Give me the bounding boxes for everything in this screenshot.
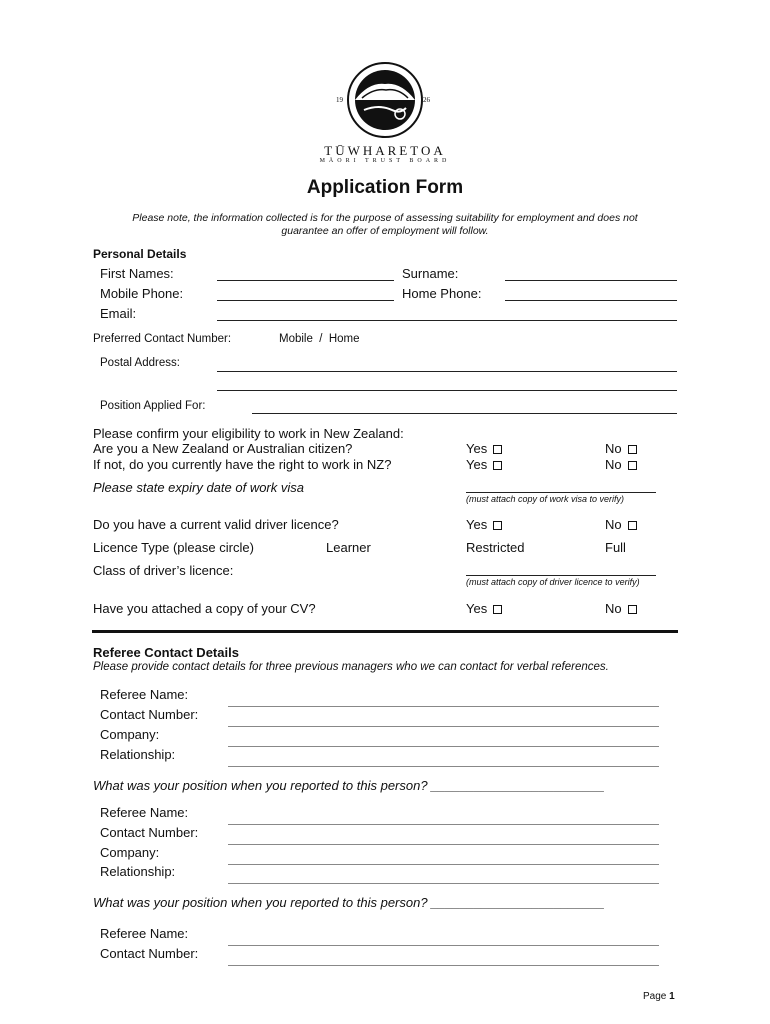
licence-class-field[interactable] (466, 575, 656, 576)
right-to-work-no-label: No (605, 457, 622, 472)
referee-2-name-field[interactable] (228, 824, 659, 825)
checkbox-icon[interactable] (628, 605, 637, 614)
referee-heading: Referee Contact Details (93, 645, 239, 660)
checkbox-icon[interactable] (628, 445, 637, 454)
checkbox-icon[interactable] (493, 605, 502, 614)
email-field[interactable] (217, 320, 677, 321)
referee-2-relationship-field[interactable] (228, 883, 659, 884)
page-label: Page (643, 991, 667, 1002)
visa-expiry-field[interactable] (466, 492, 656, 493)
eligibility-intro: Please confirm your eligibility to work in New Zealand: (93, 426, 404, 441)
licence-question: Do you have a current valid driver licence? (93, 517, 339, 532)
surname-field[interactable] (505, 280, 677, 281)
licence-no-label: No (605, 517, 622, 532)
mobile-phone-field[interactable] (217, 300, 394, 301)
email-label: Email: (100, 306, 137, 321)
note-line-1: Please note, the information collected is for the purpose of assessing suitability for employment and does not (132, 212, 638, 224)
postal-address-field-1[interactable] (217, 371, 677, 372)
logo-subtitle: MĀORI TRUST BOARD (319, 158, 451, 164)
referee-instructions: Please provide contact details for three previous managers who we can contact for verbal references. (93, 661, 609, 673)
visa-expiry-label: Please state expiry date of work visa (93, 480, 304, 495)
licence-type-learner[interactable]: Learner (326, 540, 371, 555)
mobile-phone-label: Mobile Phone: (100, 286, 184, 301)
licence-class-note: (must attach copy of driver licence to verify) (466, 577, 640, 587)
referee-1-company-label: Company: (100, 727, 160, 742)
cv-no-label: No (605, 601, 622, 616)
first-names-field[interactable] (217, 280, 394, 281)
postal-address-label: Postal Address: (100, 357, 180, 369)
logo-year-right: 26 (423, 96, 430, 104)
page-title: Application Form (306, 177, 464, 198)
page-number-value: 1 (669, 991, 675, 1002)
referee-3-contact-label: Contact Number: (100, 946, 199, 961)
checkbox-icon[interactable] (493, 521, 502, 530)
referee-1-position-question[interactable]: What was your position when you reported to this person? ________________________ (93, 778, 605, 793)
cv-question: Have you attached a copy of your CV? (93, 601, 316, 616)
preferred-contact-options[interactable]: Mobile / Home (279, 333, 360, 345)
referee-3-name-field[interactable] (228, 945, 659, 946)
licence-type-restricted[interactable]: Restricted (466, 540, 525, 555)
right-to-work-yes[interactable] (466, 457, 502, 472)
citizen-no[interactable] (605, 441, 637, 456)
licence-no[interactable] (605, 517, 637, 532)
preferred-contact-label: Preferred Contact Number: (93, 333, 232, 345)
position-applied-label: Position Applied For: (100, 400, 206, 412)
right-to-work-yes-label: Yes (466, 457, 488, 472)
referee-3-name-label: Referee Name: (100, 926, 189, 941)
referee-2-position-question[interactable]: What was your position when you reported to this person? ________________________ (93, 895, 605, 910)
referee-2-name-label: Referee Name: (100, 805, 189, 820)
citizen-question: Are you a New Zealand or Australian citizen? (93, 441, 353, 456)
logo-name: TŪWHARETOA (324, 143, 446, 158)
visa-note: (must attach copy of work visa to verify) (466, 494, 625, 504)
licence-type-full[interactable]: Full (605, 540, 626, 555)
checkbox-icon[interactable] (628, 461, 637, 470)
licence-yes-label: Yes (466, 517, 488, 532)
citizen-no-label: No (605, 441, 622, 456)
first-names-label: First Names: (100, 266, 174, 281)
checkbox-icon[interactable] (628, 521, 637, 530)
cv-yes-label: Yes (466, 601, 488, 616)
referee-2-contact-field[interactable] (228, 844, 659, 845)
cv-yes[interactable] (466, 601, 502, 616)
referee-1-contact-label: Contact Number: (100, 707, 199, 722)
referee-3-contact-field[interactable] (228, 965, 659, 966)
checkbox-icon[interactable] (493, 461, 502, 470)
surname-label: Surname: (402, 266, 459, 281)
citizen-yes-label: Yes (466, 441, 488, 456)
cv-no[interactable] (605, 601, 637, 616)
referee-1-relationship-field[interactable] (228, 766, 659, 767)
referee-2-company-field[interactable] (228, 864, 659, 865)
right-to-work-no[interactable] (605, 457, 637, 472)
logo-year-left: 19 (336, 96, 343, 104)
referee-2-contact-label: Contact Number: (100, 825, 199, 840)
section-divider (92, 630, 678, 633)
licence-yes[interactable] (466, 517, 502, 532)
right-to-work-question: If not, do you currently have the right to work in NZ? (93, 457, 392, 472)
licence-type-label: Licence Type (please circle) (93, 540, 254, 555)
referee-1-company-field[interactable] (228, 746, 659, 747)
home-phone-field[interactable] (505, 300, 677, 301)
referee-1-relationship-label: Relationship: (100, 747, 176, 762)
citizen-yes[interactable] (466, 441, 502, 456)
referee-1-name-field[interactable] (228, 706, 659, 707)
referee-2-relationship-label: Relationship: (100, 864, 176, 879)
checkbox-icon[interactable] (493, 445, 502, 454)
note-line-2: guarantee an offer of employment will follow. (281, 225, 489, 237)
logo-emblem (334, 60, 436, 140)
referee-2-company-label: Company: (100, 845, 160, 860)
postal-address-field-2[interactable] (217, 390, 677, 391)
home-phone-label: Home Phone: (402, 286, 482, 301)
personal-details-heading: Personal Details (93, 247, 187, 261)
position-applied-field[interactable] (252, 413, 677, 414)
licence-class-label: Class of driver’s licence: (93, 563, 234, 578)
referee-1-contact-field[interactable] (228, 726, 659, 727)
referee-1-name-label: Referee Name: (100, 687, 189, 702)
page-number (643, 991, 675, 1002)
